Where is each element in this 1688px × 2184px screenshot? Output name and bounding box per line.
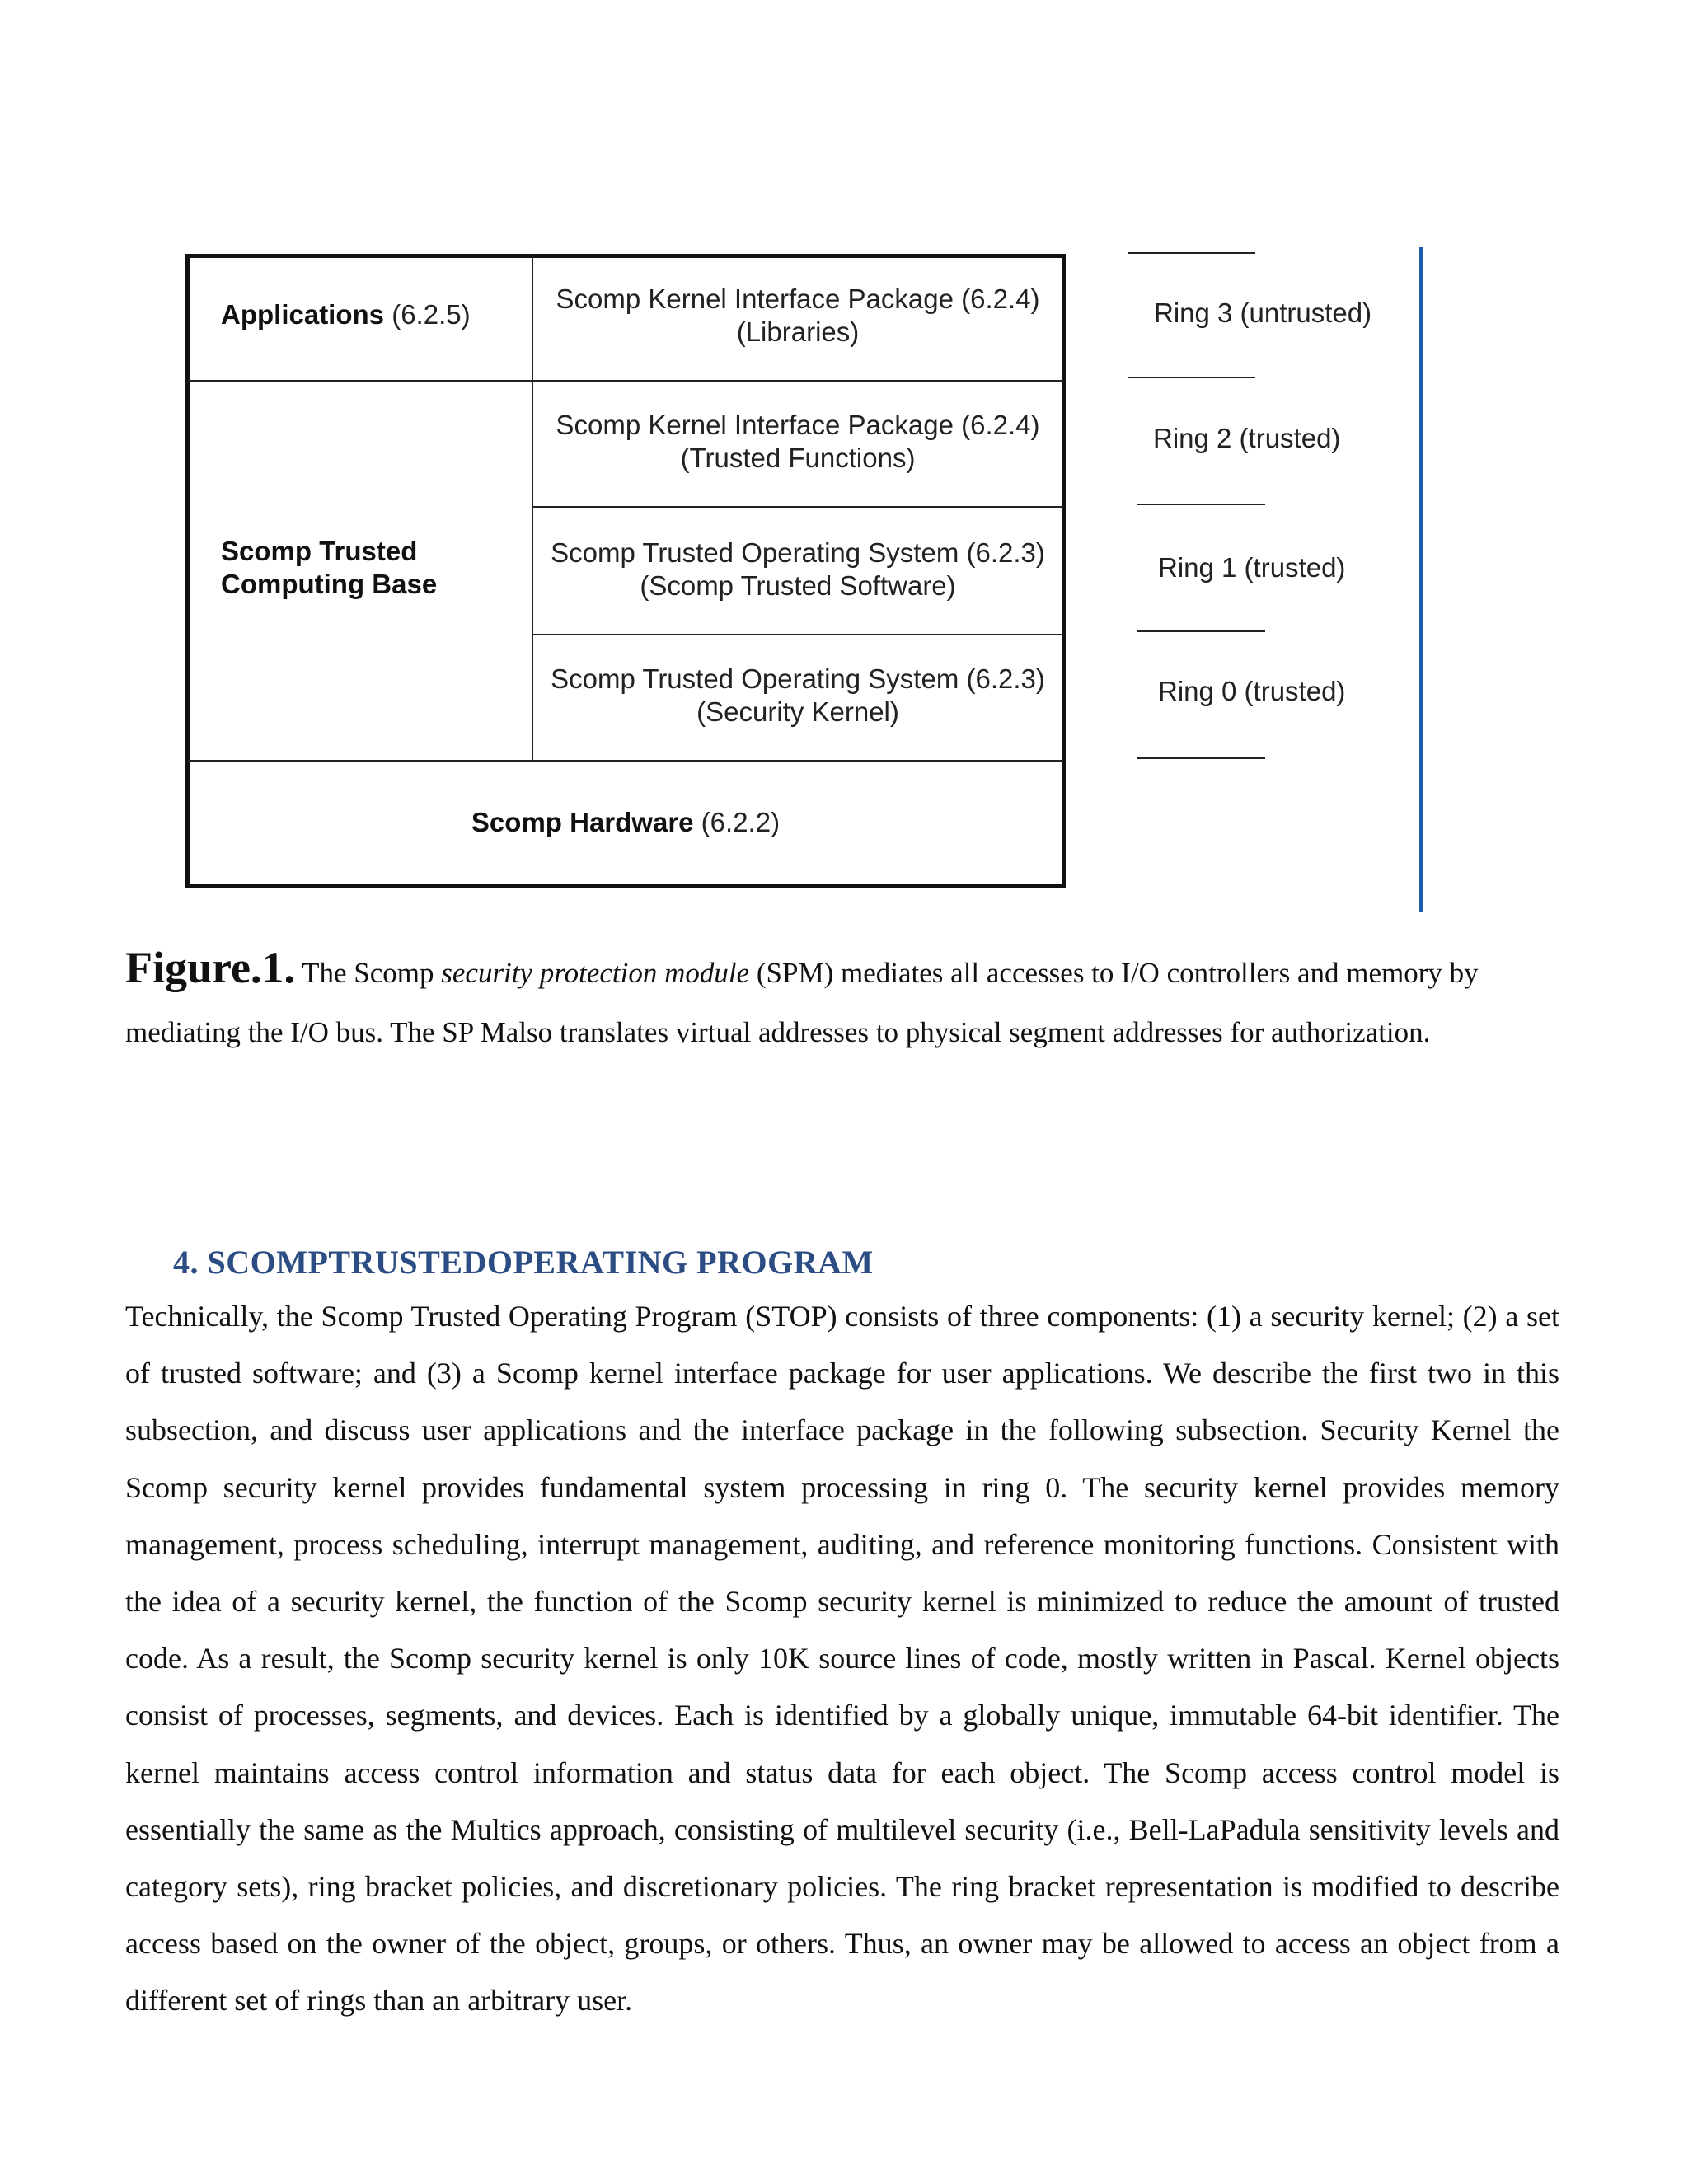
figure-label: Figure.1. [125, 943, 295, 992]
layer-cell-security-kernel [534, 663, 1062, 729]
row-divider [532, 506, 1063, 508]
column-divider [532, 255, 533, 762]
layer-cell-line2: (Libraries) [736, 316, 860, 347]
ring-boundary [1137, 757, 1265, 759]
layer-cell-trusted-software [534, 537, 1062, 602]
layer-cell-libraries [534, 283, 1062, 349]
ring-scale-bar [1419, 247, 1423, 912]
layer-cell-line1: Scomp Trusted Operating System (6.2.3) [551, 663, 1045, 694]
applications-ref: (6.2.5) [384, 299, 471, 330]
layer-cell-line1: Scomp Trusted Operating System (6.2.3) [551, 537, 1045, 568]
applications-label: Applications [221, 299, 385, 330]
ring-boundary [1137, 504, 1265, 505]
ring-boundary [1137, 630, 1265, 632]
ring-boundary [1128, 377, 1255, 378]
tcb-line2: Computing Base [221, 569, 438, 599]
hardware-cell [188, 806, 1063, 839]
figure-caption [125, 938, 1559, 1062]
section-heading: 4. SCOMPTRUSTEDOPERATING PROGRAM [173, 1244, 874, 1281]
hardware-ref: (6.2.2) [693, 807, 781, 837]
caption-italic: security protection module [441, 957, 750, 989]
layer-cell-line2: (Scomp Trusted Software) [640, 570, 956, 601]
hardware-label: Scomp Hardware [471, 807, 694, 837]
tcb-cell [221, 535, 518, 601]
layer-cell-line2: (Security Kernel) [696, 696, 899, 727]
ring-2-label: Ring 2 (trusted) [1153, 423, 1341, 453]
layer-cell-line2: (Trusted Functions) [680, 443, 916, 473]
caption-pre: The Scomp [294, 957, 442, 989]
layer-cell-line1: Scomp Kernel Interface Package (6.2.4) [556, 284, 1040, 314]
tcb-line1: Scomp Trusted [221, 536, 418, 566]
layer-cell-trusted-functions [534, 409, 1062, 475]
ring-1-label: Ring 1 (trusted) [1158, 552, 1346, 583]
ring-3-label: Ring 3 (untrusted) [1154, 298, 1372, 328]
row-divider [188, 380, 1063, 382]
row-divider [188, 760, 1063, 762]
layer-cell-line1: Scomp Kernel Interface Package (6.2.4) [556, 410, 1040, 440]
ring-boundary [1128, 252, 1255, 254]
caption-post: (SPM) mediates all accesses to I/O controllers and memory by mediating the I/O bus. The SP Malso translates virtual addresses to physical segment addresses for authorization. [125, 957, 1479, 1048]
row-divider [532, 634, 1063, 635]
applications-cell [221, 298, 518, 331]
section-body: Technically, the Scomp Trusted Operating Program (STOP) consists of three components: (1) a security kernel; (2) a set of trusted software; and (3) a Scomp kernel interface package for user applications. We describe the first two in this subsection, and discuss user applications and the interface package in the following subsection. Security Kernel the Scomp security kernel provides fundamental system processing in ring 0. The security kernel provides memory management, process scheduling, interrupt management, auditing, and reference monitoring functions. Consistent with the idea of a security kernel, the function of the Scomp security kernel is minimized to reduce the amount of trusted code. As a result, the Scomp security kernel is only 10K source lines of code, mostly written in Pascal. Kernel objects consist of processes, segments, and devices. Each is identified by a globally unique, immutable 64-bit identifier. The kernel maintains access control information and status data for each object. The Scomp access control model is essentially the same as the Multics approach, consisting of multilevel security (i.e., Bell-LaPadula sensitivity levels and category sets), ring bracket policies, and discretionary policies. The ring bracket representation is modified to describe access based on the owner of the object, groups, or others. Thus, an owner may be allowed to access an object from a different set of rings than an arbitrary user. [125, 1300, 1559, 2018]
ring-0-label: Ring 0 (trusted) [1158, 676, 1346, 706]
